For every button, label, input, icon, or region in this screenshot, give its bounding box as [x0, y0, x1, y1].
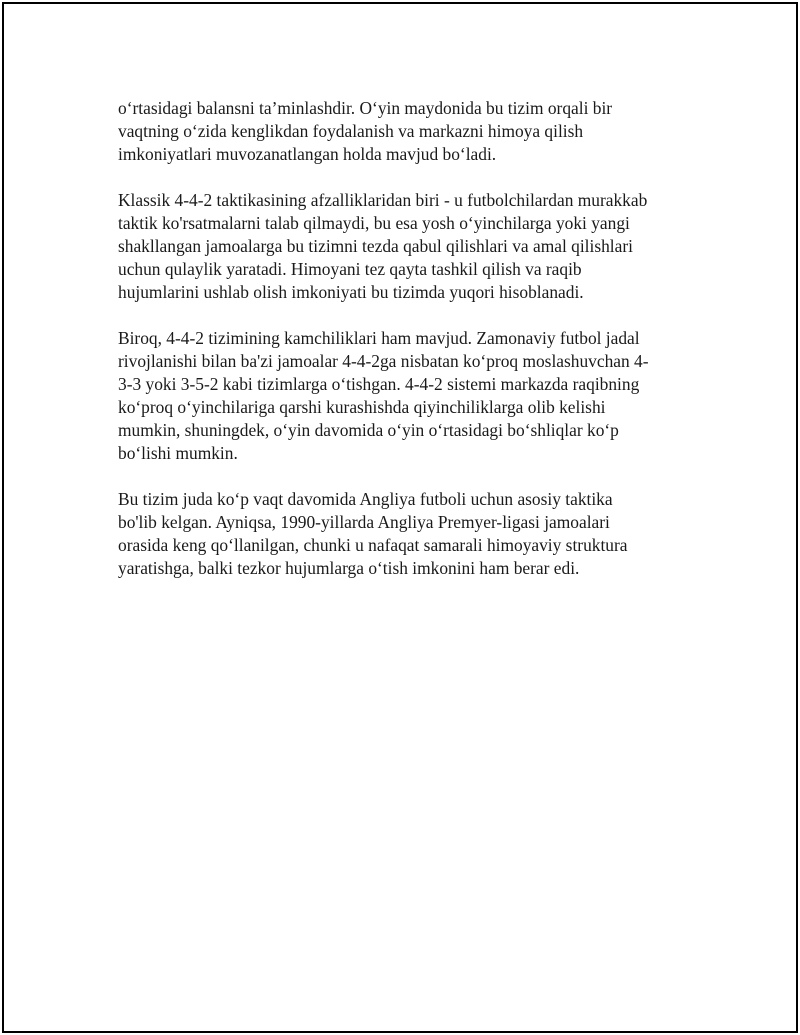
text-line: bo'lib kelgan. Ayniqsa, 1990-yillarda Angliya Premyer-ligasi jamoalari — [118, 512, 610, 532]
paragraph-4 — [118, 488, 698, 580]
text-line: imkoniyatlari muvozanatlangan holda mavjud bo‘ladi. — [118, 144, 497, 164]
text-line: vaqtning o‘zida kenglikdan foydalanish va markazni himoya qilish — [118, 121, 584, 141]
text-line: 3-3 yoki 3-5-2 kabi tizimlarga o‘tishgan. 4-4-2 sistemi markazda raqibning — [118, 374, 640, 394]
text-line: Bu tizim juda ko‘p vaqt davomida Angliya futboli uchun asosiy taktika — [118, 489, 613, 509]
text-line: hujumlarini ushlab olish imkoniyati bu tizimda yuqori hisoblanadi. — [118, 282, 584, 302]
text-line: bo‘lishi mumkin. — [118, 443, 238, 463]
text-line: Klassik 4-4-2 taktikasining afzalliklaridan biri - u futbolchilardan murakkab — [118, 190, 648, 210]
paragraph-2 — [118, 189, 698, 304]
text-line: shakllangan jamoalarga bu tizimni tezda qabul qilishlari va amal qilishlari — [118, 236, 633, 256]
text-line: yaratishga, balki tezkor hujumlarga o‘tish imkonini ham berar edi. — [118, 558, 580, 578]
text-line: mumkin, shuningdek, o‘yin davomida o‘yin o‘rtasidagi bo‘shliqlar ko‘p — [118, 420, 619, 440]
text-line: orasida keng qo‘llanilgan, chunki u nafaqat samarali himoyaviy struktura — [118, 535, 628, 555]
paragraph-1 — [118, 97, 698, 166]
paragraph-3 — [118, 327, 698, 465]
text-line: o‘rtasidagi balansni ta’minlashdir. O‘yin maydonida bu tizim orqali bir — [118, 98, 613, 118]
text-line: rivojlanishi bilan ba'zi jamoalar 4-4-2ga nisbatan ko‘proq moslashuvchan 4- — [118, 351, 649, 371]
text-line: taktik ko'rsatmalarni talab qilmaydi, bu esa yosh o‘yinchilarga yoki yangi — [118, 213, 630, 233]
text-line: Biroq, 4-4-2 tizimining kamchiliklari ham mavjud. Zamonaviy futbol jadal — [118, 328, 640, 348]
text-line: ko‘proq o‘yinchilariga qarshi kurashishda qiyinchiliklarga olib kelishi — [118, 397, 606, 417]
document-page — [2, 2, 798, 1033]
text-line: uchun qulaylik yaratadi. Himoyani tez qayta tashkil qilish va raqib — [118, 259, 582, 279]
document-body — [118, 97, 698, 603]
